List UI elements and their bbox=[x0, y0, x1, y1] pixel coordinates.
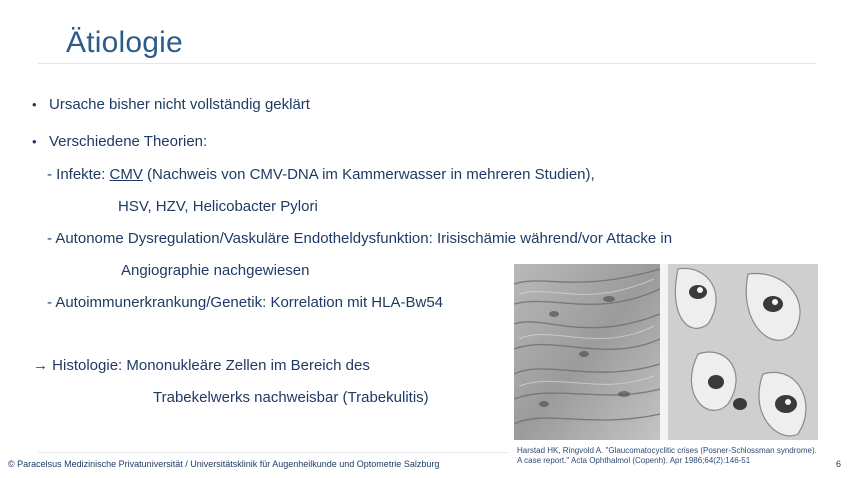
bullet-icon: • bbox=[32, 97, 37, 112]
micrograph-panel-right bbox=[668, 264, 818, 440]
histology-line-2: Trabekelwerks nachweisbar (Trabekulitis) bbox=[153, 389, 429, 406]
figure-caption bbox=[517, 446, 827, 466]
theory-autonome-continued: Angiographie nachgewiesen bbox=[121, 262, 310, 279]
page-number: 6 bbox=[836, 459, 842, 469]
theory-infekte bbox=[47, 166, 595, 183]
footer-copyright: © Paracelsus Medizinische Privatuniversität / Universitätsklinik für Augenheilkunde und Optometrie Salzburg bbox=[8, 459, 440, 469]
bullet-icon: • bbox=[32, 134, 37, 149]
theory-autoimmun: - Autoimmunerkrankung/Genetik: Korrelation mit HLA-Bw54 bbox=[47, 294, 444, 311]
theory-autonome: - Autonome Dysregulation/Vaskuläre Endotheldysfunktion: Irisischämie während/vor Attacke in bbox=[47, 230, 673, 247]
cmv-underlined: CMV bbox=[109, 166, 143, 183]
micrograph-panel-left bbox=[514, 264, 660, 440]
figure-caption-line-2: A case report." Acta Ophthalmol (Copenh). Apr 1986;64(2):146-51 bbox=[517, 456, 751, 465]
title-divider bbox=[38, 63, 816, 64]
histology-micrograph-figure bbox=[514, 264, 818, 440]
figure-caption-line-1: Harstad HK, Ringvold A. "Glaucomatocyclitic crises (Posner-Schlossman syndrome). bbox=[517, 446, 817, 455]
infekte-rest: (Nachweis von CMV-DNA im Kammerwasser in mehreren Studien), bbox=[142, 166, 595, 183]
footer-divider bbox=[38, 452, 508, 453]
bullet-theorien: Verschiedene Theorien: bbox=[49, 133, 208, 150]
theory-infekte-continued: HSV, HZV, Helicobacter Pylori bbox=[118, 198, 318, 215]
slide-title: Ätiologie bbox=[66, 26, 183, 59]
bullet-ursache: Ursache bisher nicht vollständig geklärt bbox=[49, 96, 310, 113]
histology-line-1: → Histologie: Mononukleäre Zellen im Bereich des bbox=[33, 357, 370, 374]
infekte-prefix: - Infekte: bbox=[47, 166, 110, 183]
